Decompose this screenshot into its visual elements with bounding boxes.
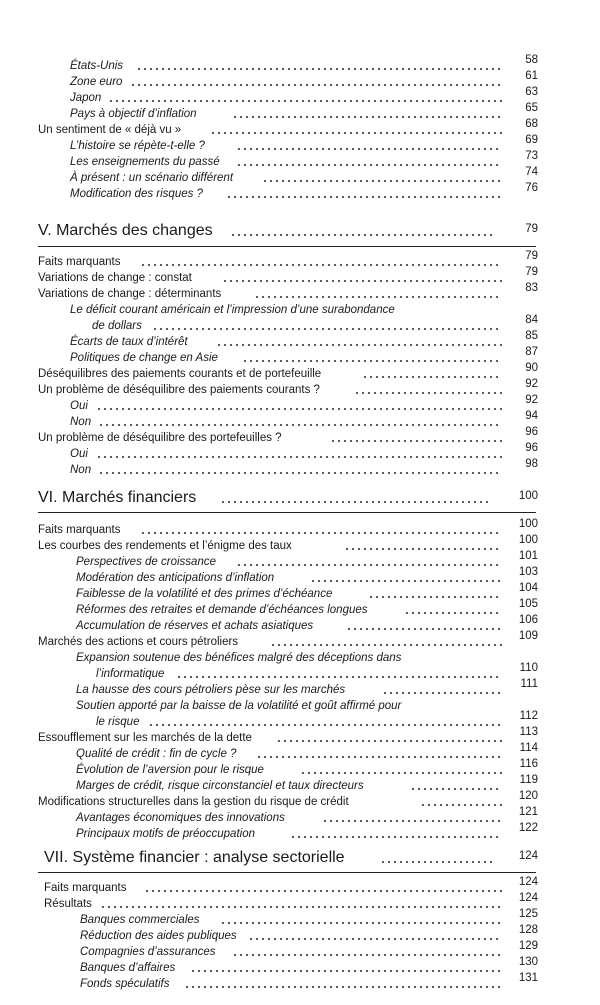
section-rule	[38, 246, 536, 247]
toc-entry-page: 83	[525, 282, 538, 294]
toc-entry-title: L’histoire se répète-t-elle ?	[70, 138, 208, 155]
toc-entry-page: 92	[525, 378, 538, 390]
toc-entry-page: 119	[519, 774, 538, 786]
dot-leader	[140, 263, 502, 267]
toc-entry-title: Oui	[70, 446, 91, 463]
toc-entry-page: 106	[518, 614, 538, 626]
toc-entry	[0, 426, 600, 447]
toc-entry	[0, 662, 600, 683]
toc-entry-title: Faits marquants	[44, 880, 129, 897]
toc-entry-title: Faits marquants	[38, 522, 123, 539]
toc-entry	[0, 518, 600, 539]
toc-entry-title: Accumulation de réserves et achats asiatiques	[76, 618, 316, 635]
toc-entry-title: Les enseignements du passé	[70, 154, 223, 171]
toc-entry-page: 114	[519, 742, 538, 754]
section-heading-v	[0, 219, 600, 243]
toc-entry-title: Variations de change : déterminants	[38, 286, 224, 303]
toc-entry-title: Banques commerciales	[80, 912, 203, 929]
toc-entry-title: le risque	[96, 714, 142, 731]
toc-entry	[0, 566, 600, 587]
toc-entry-title: Compagnies d’assurances	[80, 944, 219, 961]
toc-entry-page: 129	[518, 940, 538, 952]
toc-entry-page: 68	[525, 118, 538, 130]
toc-entry	[0, 394, 600, 415]
toc-entry-title: Zone euro	[70, 74, 125, 91]
dot-leader	[242, 359, 502, 363]
dot-leader	[410, 787, 502, 791]
toc-entry	[0, 790, 600, 811]
dot-leader	[130, 83, 502, 87]
section-rule	[38, 512, 536, 513]
toc-entry	[0, 710, 600, 731]
toc-entry	[0, 102, 600, 123]
dot-leader	[216, 343, 502, 347]
toc-entry	[0, 678, 600, 699]
section-title: VI. Marchés financiers	[38, 486, 199, 510]
toc-entry	[0, 378, 600, 399]
toc-entry-page: 92	[525, 394, 538, 406]
toc-entry	[0, 266, 600, 287]
toc-entry	[0, 550, 600, 571]
dot-leader	[220, 921, 502, 925]
toc-entry-title: Un problème de déséquilibre des paiements courants ?	[38, 382, 323, 399]
dot-leader	[382, 691, 502, 695]
toc-entry-page: 112	[519, 710, 538, 722]
toc-entry-title: Principaux motifs de préoccupation	[76, 826, 258, 843]
toc-entry	[0, 940, 600, 961]
toc-entry-page: 90	[525, 362, 538, 374]
dot-leader	[100, 905, 502, 909]
toc-entry-title: Soutien apporté par la baisse de la volatilité et goût affirmé pour	[76, 698, 404, 715]
toc-entry-title: Banques d’affaires	[80, 960, 178, 977]
dot-leader	[236, 147, 502, 151]
toc-entry-page: 110	[519, 662, 538, 674]
toc-entry-title: Écarts de taux d’intérêt	[70, 334, 191, 351]
toc-entry-title: Faits marquants	[38, 254, 123, 271]
toc-entry-page: 69	[525, 134, 538, 146]
toc-entry-title: Variations de change : constat	[38, 270, 195, 287]
dot-leader	[176, 675, 502, 679]
toc-entry	[0, 150, 600, 171]
toc-entry-page: 84	[525, 314, 538, 326]
toc-entry-title: Modification des risques ?	[70, 186, 206, 203]
toc-entry-page: 120	[518, 790, 538, 802]
toc-entry-page: 116	[519, 758, 538, 770]
toc-entry	[0, 924, 600, 945]
toc-entry-title: Résultats	[44, 896, 95, 913]
dot-leader	[330, 439, 502, 443]
toc-entry-title: Japon	[70, 90, 104, 107]
toc-entry-page: 124	[518, 892, 538, 904]
toc-entry-page: 128	[518, 924, 538, 936]
toc-entry-title: Politiques de change en Asie	[70, 350, 221, 367]
toc-entry-title: Non	[70, 462, 94, 479]
toc-entry-page: 61	[525, 70, 538, 82]
toc-entry	[0, 876, 600, 897]
dot-leader	[98, 423, 502, 427]
toc-entry	[0, 458, 600, 479]
toc-entry-page: 73	[525, 150, 538, 162]
toc-entry-page: 121	[518, 806, 538, 818]
dot-leader	[230, 233, 492, 237]
toc-entry-page: 76	[525, 182, 538, 194]
dot-leader	[226, 195, 502, 199]
toc-entry-page: 130	[518, 956, 538, 968]
toc-entry	[0, 614, 600, 635]
dot-leader	[256, 755, 502, 759]
toc-entry-title: Le déficit courant américain et l’impression d’une surabondance	[70, 302, 398, 319]
toc-entry-page: 113	[519, 726, 538, 738]
toc-entry	[0, 822, 600, 843]
toc-entry-page: 111	[520, 678, 538, 690]
toc-entry-title: Marges de crédit, risque circonstanciel et taux directeurs	[76, 778, 367, 795]
toc-entry-title: Expansion soutenue des bénéfices malgré des déceptions dans	[76, 650, 404, 667]
dot-leader	[368, 595, 502, 599]
toc-entry	[0, 650, 600, 667]
dot-leader	[310, 579, 502, 583]
toc-entry-page: 125	[518, 908, 538, 920]
toc-entry-page: 79	[525, 250, 538, 262]
dot-leader	[144, 889, 502, 893]
dot-leader	[184, 985, 502, 989]
toc-entry	[0, 758, 600, 779]
toc-entry	[0, 742, 600, 763]
section-title: V. Marchés des changes	[38, 219, 216, 243]
toc-entry-title: Fonds spéculatifs	[80, 976, 173, 993]
dot-leader	[346, 627, 502, 631]
toc-entry-title: Modération des anticipations d’inflation	[76, 570, 277, 587]
toc-entry-page: 96	[525, 442, 538, 454]
toc-entry-title: Qualité de crédit : fin de cycle ?	[76, 746, 239, 763]
toc-entry-page: 109	[518, 630, 538, 642]
toc-entry	[0, 726, 600, 747]
toc-entry-title: Perspectives de croissance	[76, 554, 219, 571]
toc-entry-title: Évolution de l’aversion pour le risque	[76, 762, 267, 779]
dot-leader	[420, 803, 502, 807]
toc-entry	[0, 118, 600, 139]
toc-entry-title: Réformes des retraites et demande d’échéances longues	[76, 602, 371, 619]
section-rule	[38, 872, 536, 873]
dot-leader	[232, 115, 502, 119]
dot-leader	[222, 279, 502, 283]
toc-entry-title: l’informatique	[96, 666, 167, 683]
toc-entry-page: 105	[518, 598, 538, 610]
dot-leader	[362, 375, 502, 379]
toc-entry-title: États-Unis	[70, 58, 126, 75]
toc-entry-page: 94	[525, 410, 538, 422]
dot-leader	[98, 471, 502, 475]
toc-entry	[0, 346, 600, 367]
toc-entry	[0, 892, 600, 913]
toc-entry	[0, 598, 600, 619]
dot-leader	[300, 771, 502, 775]
toc-entry-page: 65	[525, 102, 538, 114]
section-page: 124	[518, 850, 538, 862]
section-title: VII. Système financier : analyse sectorielle	[44, 846, 348, 870]
dot-leader	[148, 723, 502, 727]
toc-entry-title: Un sentiment de « déjà vu »	[38, 122, 184, 139]
toc-entry-page: 122	[518, 822, 538, 834]
toc-entry	[0, 806, 600, 827]
toc-entry-title: Marchés des actions et cours pétroliers	[38, 634, 241, 651]
dot-leader	[262, 179, 502, 183]
dot-leader	[322, 819, 502, 823]
toc-entry	[0, 774, 600, 795]
dot-leader	[248, 937, 502, 941]
toc-entry	[0, 70, 600, 91]
toc-entry	[0, 330, 600, 351]
dot-leader	[354, 391, 502, 395]
dot-leader	[236, 563, 502, 567]
toc-entry	[0, 534, 600, 555]
dot-leader	[344, 547, 502, 551]
dot-leader	[140, 531, 502, 535]
dot-leader	[96, 407, 502, 411]
toc-entry	[0, 314, 600, 335]
toc-entry	[0, 698, 600, 715]
toc-entry-title: Déséquilibres des paiements courants et de portefeuille	[38, 366, 324, 383]
toc-entry-page: 100	[518, 518, 538, 530]
toc-entry	[0, 86, 600, 107]
toc-entry-title: Pays à objectif d’inflation	[70, 106, 200, 123]
dot-leader	[276, 739, 502, 743]
toc-entry-title: Avantages économiques des innovations	[76, 810, 288, 827]
dot-leader	[254, 295, 502, 299]
toc-entry	[0, 282, 600, 303]
toc-entry-title: La hausse des cours pétroliers pèse sur les marchés	[76, 682, 348, 699]
dot-leader	[96, 455, 502, 459]
dot-leader	[236, 163, 502, 167]
section-page: 100	[518, 490, 538, 502]
toc-entry-title: Non	[70, 414, 94, 431]
dot-leader	[190, 969, 502, 973]
toc-entry-title: Réduction des aides publiques	[80, 928, 240, 945]
dot-leader	[380, 860, 492, 864]
section-page: 79	[525, 223, 538, 235]
toc-entry-title: Essoufflement sur les marchés de la dette	[38, 730, 255, 747]
toc-entry-page: 85	[525, 330, 538, 342]
toc-entry-title: Les courbes des rendements et l’énigme des taux	[38, 538, 295, 555]
toc-entry	[0, 908, 600, 929]
toc-entry	[0, 182, 600, 203]
toc-entry	[0, 250, 600, 271]
toc-entry	[0, 956, 600, 977]
toc-entry	[0, 302, 600, 319]
toc-entry-page: 58	[525, 54, 538, 66]
dot-leader	[108, 99, 502, 103]
toc-entry-page: 96	[525, 426, 538, 438]
toc-entry	[0, 442, 600, 463]
toc-entry-title: Faiblesse de la volatilité et des primes d’échéance	[76, 586, 335, 603]
dot-leader	[210, 131, 502, 135]
toc-entry-title: Modifications structurelles dans la gestion du risque de crédit	[38, 794, 352, 811]
dot-leader	[136, 67, 502, 71]
toc-entry	[0, 410, 600, 431]
section-heading-vii	[0, 846, 600, 870]
toc-entry-page: 104	[518, 582, 538, 594]
dot-leader	[270, 643, 502, 647]
toc-entry-page: 63	[525, 86, 538, 98]
toc-entry-page: 131	[518, 972, 538, 984]
toc-entry	[0, 630, 600, 651]
toc-entry-page: 98	[525, 458, 538, 470]
section-heading-vi	[0, 486, 600, 510]
dot-leader	[220, 500, 492, 504]
toc-entry-title: Oui	[70, 398, 91, 415]
toc-entry	[0, 134, 600, 155]
toc-entry	[0, 362, 600, 383]
toc-entry-title: Un problème de déséquilibre des portefeuilles ?	[38, 430, 285, 447]
toc-entry-page: 124	[518, 876, 538, 888]
toc-entry-page: 87	[525, 346, 538, 358]
toc-entry-page: 103	[518, 566, 538, 578]
dot-leader	[232, 953, 502, 957]
toc-entry-page: 79	[525, 266, 538, 278]
toc-entry	[0, 54, 600, 75]
toc-entry	[0, 582, 600, 603]
toc-entry-title: À présent : un scénario différent	[70, 170, 236, 187]
toc-entry	[0, 166, 600, 187]
toc-entry	[0, 972, 600, 993]
toc-entry-page: 74	[525, 166, 538, 178]
toc-entry-page: 100	[518, 534, 538, 546]
toc-entry-page: 101	[518, 550, 538, 562]
dot-leader	[152, 327, 502, 331]
dot-leader	[404, 611, 502, 615]
toc-entry-title: de dollars	[92, 318, 145, 335]
dot-leader	[290, 835, 502, 839]
